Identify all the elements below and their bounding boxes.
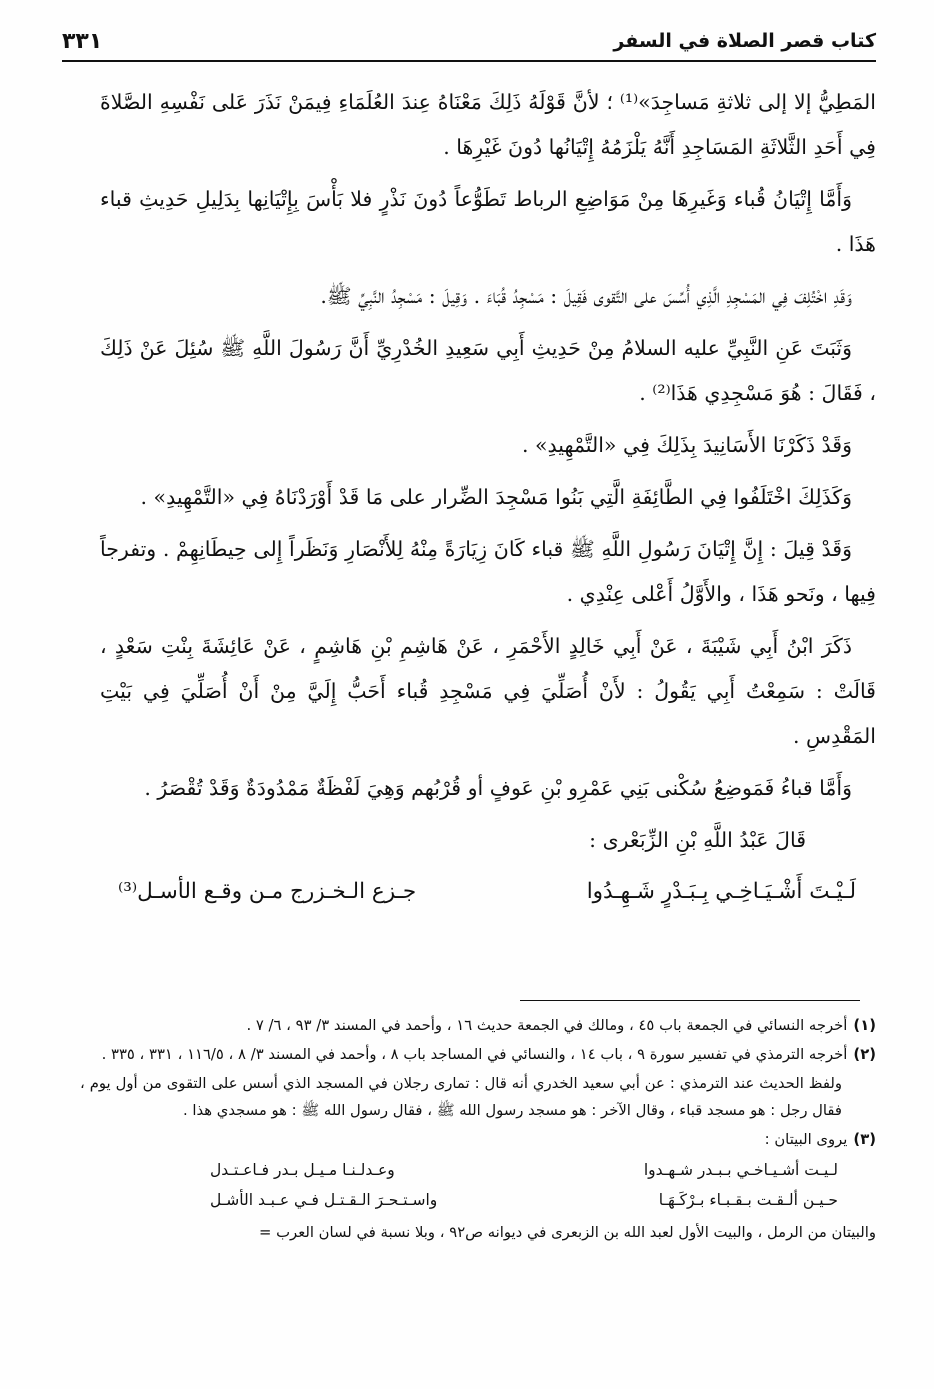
- footnote-3: [80, 1126, 876, 1153]
- page-number: ٣٣١: [62, 28, 103, 54]
- hemistich-first: حـيـن ألـقـت بـقـبـاء بـرْكَـهَـا: [658, 1191, 838, 1209]
- hemistich-second: وعـدلـنـا مـيـل بـدر فـاعـتـدل: [210, 1161, 395, 1179]
- paragraph: وَقَدْ قِيلَ : إِنَّ إِتْيَانَ رَسُولِ اللَّهِ ﷺ قباء كَانَ زِيَارَةً مِنْهُ لِلأَنْصَارِ وَنَظَراً إِلى حِيطَانِهِمْ . وتفرجاً فِيها ، ونَحو هَذَا ، والأَوَّلُ أَعْلى عِنْدِي .: [100, 537, 876, 606]
- poem-verse: [100, 870, 876, 914]
- hemistich-first: لـيـت أشـيـاخـي بـبـدر شـهـدوا: [643, 1161, 838, 1179]
- footnote-verse-2: [80, 1185, 876, 1215]
- footnote-text: يروى البيتان :: [764, 1131, 848, 1148]
- footnote-2-extra: ولفظ الحديث عند الترمذي : عن أبي سعيد الخدري أنه قال : تمارى رجلان في المسجد الذي أسس على التقوى من أول يوم ، فقال رجل : هو مسجد قباء ، وقال الآخر : هو مسجد رسول الله ﷺ ، فقال رسول الله ﷺ : هو مسجدي هذا .: [80, 1075, 842, 1119]
- page-header: [62, 26, 876, 62]
- main-text: [100, 80, 876, 914]
- paragraph: المَطِيُّ إلا إلى ثلاثةِ مَساجِدَ»⁽¹⁾ ؛ لأنَّ قَوْلَهُ ذَلِكَ مَعْنَاهُ عِندَ العُلَمَاءِ فِيمَنْ نَذَرَ عَلى نَفْسِهِ الصَّلاةَ فِي أَحَدِ الثَّلاثَةِ المَسَاجِدِ أَنَّهُ يَلْزَمُهُ إِتْيَانُها دُونَ غَيْرِهَا .: [100, 90, 876, 159]
- paragraph: ذَكَرَ ابْنُ أَبِي شَيْبَةَ ، عَنْ أَبِي خَالِدٍ الأَحْمَرِ ، عَنْ هَاشِمِ بْنِ هَاشِمٍ ، عَنْ عَائِشَةَ بِنْتِ سَعْدٍ ، قَالَتْ : سَمِعْتُ أَبِي يَقُولُ : لأَنْ أُصَلِّيَ فِي مَسْجِدِ قُباء أَحَبُّ إِلَيَّ مِنْ أَنْ أُصَلِّيَ فِي بَيْتِ المَقْدِسِ .: [100, 634, 876, 748]
- paragraph: وَثَبَتَ عَنِ النَّبِيِّ عليه السلامُ مِنْ حَدِيثِ أَبِي سَعِيدِ الخُدْرِيِّ أَنَّ رَسُولَ اللَّهِ ﷺ سُئِلَ عَنْ ذَلِكَ ، فَقَالَ : هُوَ مَسْجِدِي هَذَا⁽²⁾ .: [100, 336, 876, 405]
- footnote-3-tail: والبيتان من الرمل ، والبيت الأول لعبد الله بن الزبعرى في ديوانه ص٩٢ ، وبلا نسبة في لسان العرب =: [259, 1224, 876, 1241]
- hemistich-first: لَـيْـتَ أَشْـيَـاخِـي بِـبَـدْرٍ شَـهِـدُوا: [586, 879, 856, 904]
- footnote-mark: (٣): [853, 1131, 876, 1148]
- footnote-2: [80, 1041, 876, 1068]
- hemistich-second: واسـتـحـرَ الـقـتـل فـي عـبـد الأشـل: [210, 1191, 438, 1209]
- paragraph: وَأَمَّا إِتْيَانُ قُباء وَغَيرِهَا مِنْ مَوَاضِعِ الرباط تَطَوُّعاً دُونَ نَذْرٍ فلا بَأْسَ بِإِتْيَانِها بِدَلِيلِ حَدِيثِ قباء هَذَا .: [100, 187, 876, 256]
- paragraph: وَكَذَلِكَ اخْتَلَفُوا فِي الطَّائِفَةِ الَّتِي بَنُوا مَسْجِدَ الضِّرار على مَا قَدْ أَوْرَدْنَاهُ فِي «التَّمْهِيدِ» .: [140, 485, 852, 509]
- paragraph: وَقَدِ اخْتُلِفَ فِي المَسْجِدِ الَّذِي أُسِّسَ على التَّقوى فَقِيلَ : مَسْجِدُ قُبَاءَ . وَقِيلَ : مَسْجِدُ النَّبِيِّ ﷺ.: [320, 284, 852, 308]
- paragraph: وَقَدْ ذَكَرْنَا الأَسَانِيدَ بِذَلِكَ فِي «التَّمْهِيدِ» .: [521, 433, 852, 457]
- footnote-text: أخرجه النسائي في الجمعة باب ٤٥ ، ومالك في الجمعة حديث ١٦ ، وأحمد في المسند ٣/ ٩٣ ، ٦/ ٧ .: [246, 1017, 848, 1034]
- paragraph: وَأَمَّا قباءُ فَمَوضِعُ سُكْنى بَنِي عَمْرِو بْنِ عَوفٍ أو قُرْبُهم وَهِيَ لَفْظَةٌ مَمْدُودَةٌ وَقَدْ تُقْصَرُ .: [144, 776, 852, 800]
- footnote-mark: (٢): [853, 1046, 876, 1063]
- footnote-mark: (١): [853, 1017, 876, 1034]
- footnotes: [80, 1012, 876, 1248]
- poem-intro: قَالَ عَبْدُ اللَّهِ بْنِ الزِّبَعْرى :: [589, 828, 806, 852]
- footnote-1: [80, 1012, 876, 1039]
- footnote-text: أخرجه الترمذي في تفسير سورة ٩ ، باب ١٤ ، والنسائي في المساجد باب ٨ ، وأحمد في المسند ٣/ ٨ ، ١١٦/٥ ، ٣٣١ ، ٣٣٥ .: [101, 1046, 848, 1063]
- footnote-separator: [520, 1000, 860, 1001]
- footnote-verse-1: [80, 1155, 876, 1185]
- hemistich-second: جـزع الـخـزرج مـن وقـع الأسـل⁽³⁾: [118, 879, 417, 904]
- running-title: كتاب قصر الصلاة في السفر: [613, 30, 876, 52]
